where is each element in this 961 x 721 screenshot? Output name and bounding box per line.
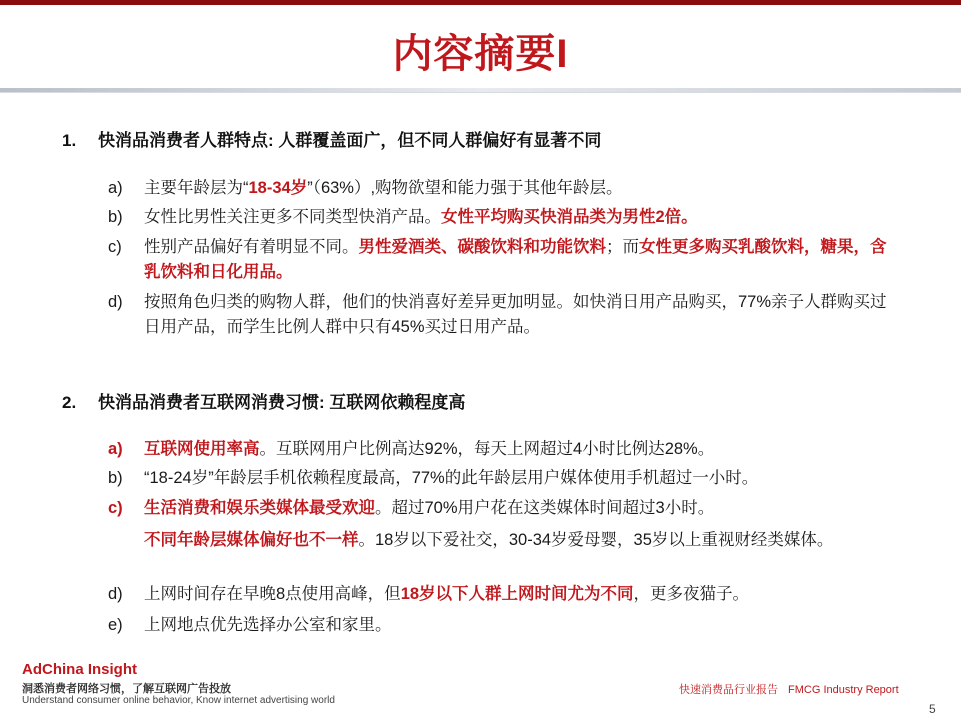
item-text: 。18岁以下爱社交，30-34岁爱母婴，35岁以上重视财经类媒体。	[358, 531, 834, 549]
item-highlight: 18-34岁	[248, 179, 308, 197]
list-item	[108, 205, 898, 230]
item-label: c)	[108, 238, 122, 256]
list-item	[108, 466, 898, 491]
list-item	[108, 176, 898, 201]
item-highlight: 女性平均购买快消品类为男性2倍。	[441, 208, 698, 226]
item-text: 主要年龄层为“	[144, 179, 249, 197]
item-highlight: 女性更多购买乳酸饮料，糖果，含乳饮料和日化用品。	[144, 238, 887, 281]
item-highlight: 生活消费和娱乐类媒体最受欢迎	[144, 499, 375, 517]
section2-heading	[62, 388, 465, 413]
title-divider-line	[0, 92, 961, 93]
item-text: 上网时间存在早晚8点使用高峰，但	[144, 585, 401, 603]
item-label: a)	[108, 179, 123, 197]
item-highlight: 不同年龄层媒体偏好也不一样	[144, 531, 359, 549]
item-text: ，更多夜猫子。	[633, 585, 750, 603]
list-item	[108, 528, 898, 553]
item-text: ；而	[606, 238, 639, 256]
section1-title: 快消品消费者人群特点: 人群覆盖面广，但不同人群偏好有显著不同	[98, 131, 602, 150]
item-label: e)	[108, 616, 123, 634]
item-text: “18-24岁”年龄层手机依赖程度最高，77%的此年龄层用户媒体使用手机超过一小时。	[144, 469, 759, 487]
tagline-cn: 洞悉消费者网络习惯，了解互联网广告投放	[22, 683, 231, 695]
tagline-en: Understand consumer online behavior, Know internet advertising world	[22, 695, 335, 706]
top-bar	[0, 0, 961, 5]
item-highlight: 男性爱酒类、碳酸饮料和功能饮料	[358, 238, 606, 256]
section1-heading	[62, 126, 601, 151]
item-text: ”（63%）,购物欲望和能力强于其他年龄层。	[307, 179, 623, 197]
report-name-cn: 快速消费品行业报告	[679, 684, 778, 696]
list-item	[108, 437, 898, 462]
list-item	[108, 496, 898, 521]
item-label: d)	[108, 293, 123, 311]
item-text: 按照角色归类的购物人群，他们的快消喜好差异更加明显。如快消日用产品购买，77%亲子人群购买过日用产品，而学生比例人群中只有45%买过日用产品。	[144, 293, 887, 336]
item-label: b)	[108, 469, 123, 487]
list-item	[108, 613, 898, 638]
item-label: a)	[108, 440, 123, 458]
item-label: d)	[108, 585, 123, 603]
item-text: 女性比男性关注更多不同类型快消产品。	[144, 208, 441, 226]
section2-title: 快消品消费者互联网消费习惯: 互联网依赖程度高	[98, 393, 466, 412]
brand-logo: AdChina Insight	[22, 661, 137, 678]
report-name-en: FMCG Industry Report	[788, 684, 899, 696]
item-text: 。互联网用户比例高达92%，每天上网超过4小时比例达28%。	[259, 440, 715, 458]
page-number: 5	[929, 702, 936, 716]
section2-number: 2.	[62, 393, 77, 412]
item-highlight: 互联网使用率高	[144, 440, 260, 458]
list-item	[108, 235, 898, 285]
report-name	[679, 681, 899, 697]
item-label: b)	[108, 208, 123, 226]
section1-number: 1.	[62, 131, 77, 150]
list-item	[108, 290, 898, 340]
item-highlight: 18岁以下人群上网时间尤为不同	[400, 585, 634, 603]
page-title: 内容摘要I	[392, 32, 569, 76]
item-label: c)	[108, 499, 123, 517]
item-text: 上网地点优先选择办公室和家里。	[144, 616, 392, 634]
list-item	[108, 582, 898, 607]
item-text: 。超过70%用户花在这类媒体时间超过3小时。	[375, 499, 715, 517]
item-text: 性别产品偏好有着明显不同。	[144, 238, 359, 256]
